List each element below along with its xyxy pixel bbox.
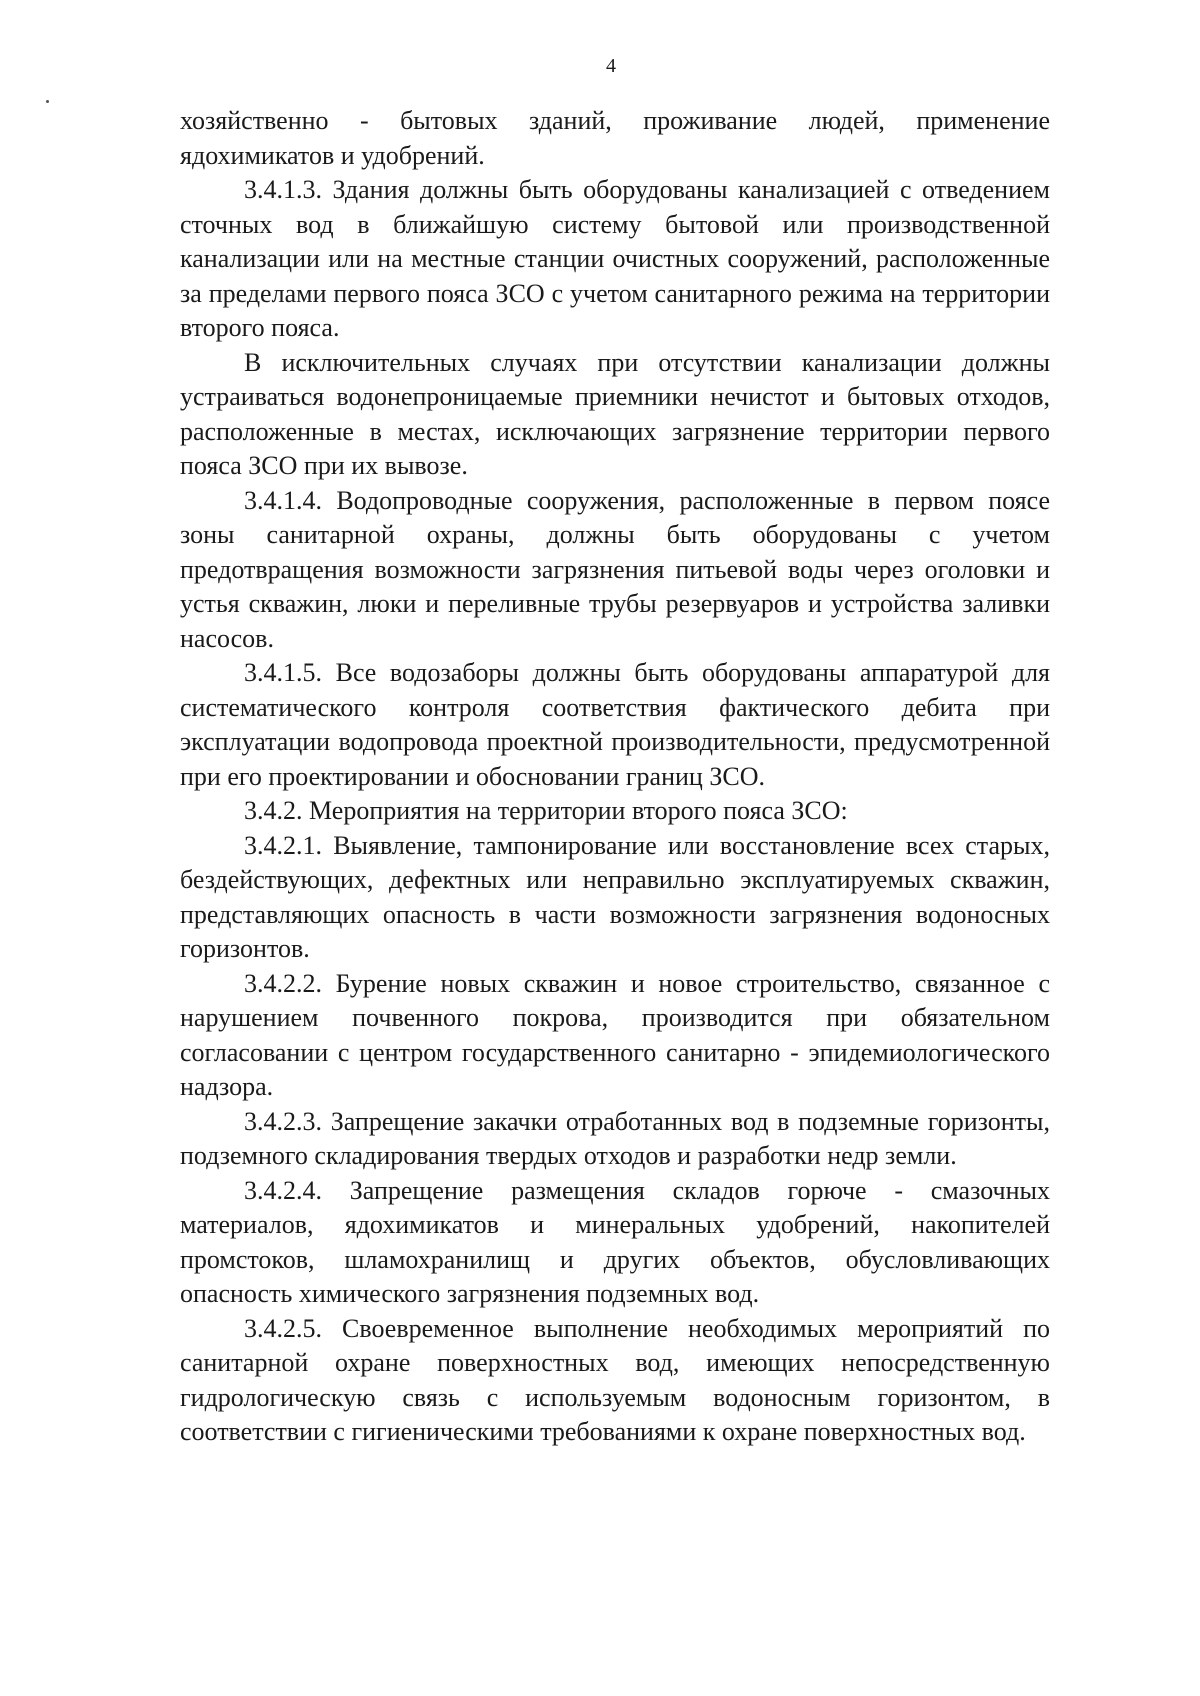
paragraph-3-4-1-5: 3.4.1.5. Все водозаборы должны быть оборудованы аппаратурой для систематического контроля соответствия фактического дебита при эксплуатации водопровода проектной производительности, предусмотренной при его проектировании и обосновании границ ЗСО. xyxy=(180,658,1050,791)
page-number: 4 xyxy=(606,55,616,77)
paragraph-3-4-1-4: 3.4.1.4. Водопроводные сооружения, расположенные в первом поясе зоны санитарной охраны, должны быть оборудованы с учетом предотвращения возможности загрязнения питьевой воды через оголовки и устья скважин, люки и переливные трубы резервуаров и устройства заливки насосов. xyxy=(180,485,1050,653)
document-body xyxy=(180,104,1050,1450)
paragraph-3-4-2-2: 3.4.2.2. Бурение новых скважин и новое строительство, связанное с нарушением почвенного покрова, производится при обязательном согласовании с центром государственного санитарно - эпидемиологического надзора. xyxy=(180,968,1050,1101)
paragraph-3-4-2-4: 3.4.2.4. Запрещение размещения складов горюче - смазочных материалов, ядохимикатов и минеральных удобрений, накопителей промстоков, шламохранилищ и других объектов, обусловливающих опасность химического загрязнения подземных вод. xyxy=(180,1175,1050,1308)
paragraph-3-4-2-5: 3.4.2.5. Своевременное выполнение необходимых мероприятий по санитарной охране поверхностных вод, имеющих непосредственную гидрологическую связь с используемым водоносным горизонтом, в соответствии с гигиеническими требованиями к охране поверхностных вод. xyxy=(180,1313,1050,1446)
paragraph-3-4-1-3: 3.4.1.3. Здания должны быть оборудованы канализацией с отведением сточных вод в ближайшую систему бытовой или производственной канализации или на местные станции очистных сооружений, расположенные за пределами первого пояса ЗСО с учетом санитарного режима на территории второго пояса. xyxy=(180,175,1050,342)
section-heading-3-4-2: 3.4.2. Мероприятия на территории второго пояса ЗСО: xyxy=(244,796,848,825)
paragraph-3-4-2-1: 3.4.2.1. Выявление, тампонирование или восстановление всех старых, бездействующих, дефектных или неправильно эксплуатируемых скважин, представляющих опасность в части возможности загрязнения водоносных горизонтов. xyxy=(180,830,1050,963)
paragraph-exceptional-cases: В исключительных случаях при отсутствии канализации должны устраиваться водонепроницаемые приемники нечистот и бытовых отходов, расположенные в местах, исключающих загрязнение территории первого пояса ЗСО при их вывозе. xyxy=(180,347,1050,480)
scan-artifact-dot xyxy=(46,100,49,103)
paragraph-3-4-2-3: 3.4.2.3. Запрещение закачки отработанных вод в подземные горизонты, подземного складирования твердых отходов и разработки недр земли. xyxy=(180,1106,1050,1170)
paragraph-continuation: хозяйственно - бытовых зданий, проживание людей, применение ядохимикатов и удобрений. xyxy=(180,106,1050,170)
